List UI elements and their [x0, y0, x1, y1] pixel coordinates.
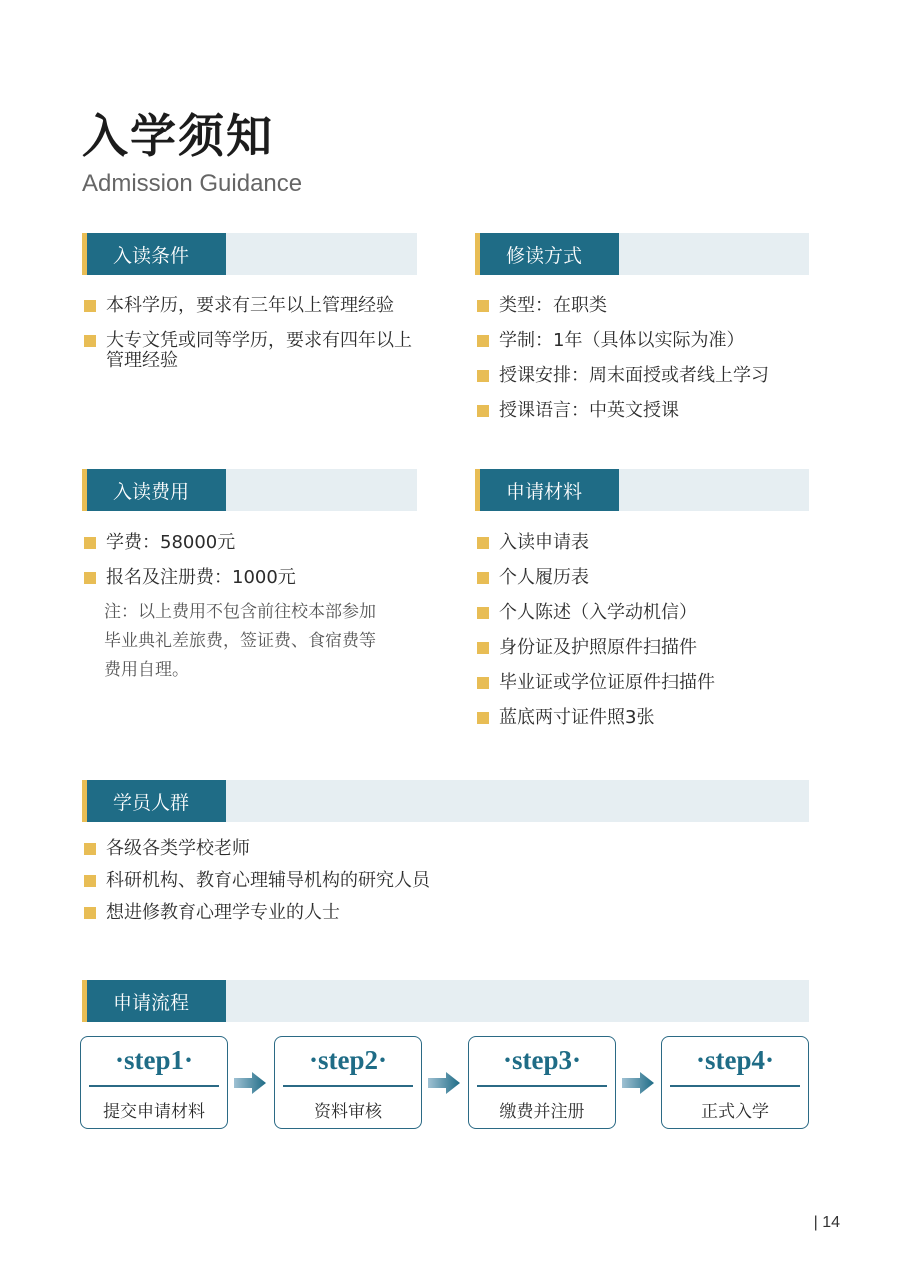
list-item: 授课安排：周末面授或者线上学习 [475, 363, 809, 389]
list-item-continuation: 管理经验 [106, 350, 178, 371]
section-title-fees: 入读费用 [82, 469, 226, 511]
section-title-audience: 学员人群 [82, 780, 226, 822]
section-title-study-mode: 修读方式 [475, 233, 619, 275]
list-item: 大专文凭或同等学历，要求有四年以上 [82, 328, 432, 354]
note-line: 毕业典礼差旅费，签证费、食宿费等 [104, 631, 376, 651]
divider [283, 1085, 413, 1087]
fees-list [82, 530, 417, 600]
list-item: 蓝底两寸证件照3张 [475, 705, 809, 731]
list-item: 类型：在职类 [475, 293, 809, 319]
step-label: 提交申请材料 [103, 1102, 205, 1122]
page-title: 入学须知 [82, 109, 274, 163]
page-subtitle: Admission Guidance [82, 170, 303, 197]
list-item: 想进修教育心理学专业的人士 [82, 900, 682, 926]
study-mode-list [475, 293, 809, 433]
audience-list [82, 836, 682, 932]
divider [477, 1085, 607, 1087]
step-label: 缴费并注册 [499, 1102, 585, 1122]
list-item: 身份证及护照原件扫描件 [475, 635, 809, 661]
section-title-materials: 申请材料 [475, 469, 619, 511]
step-card-4 [661, 1036, 809, 1129]
step-number: ·step1· [114, 1045, 193, 1075]
list-item: 各级各类学校老师 [82, 836, 682, 862]
list-item: 个人履历表 [475, 565, 809, 591]
list-item: 报名及注册费：1000元 [82, 565, 417, 591]
section-bar-materials [475, 469, 809, 511]
page-number: | 14 [813, 1214, 840, 1231]
list-item: 入读申请表 [475, 530, 809, 556]
step-number: ·step2· [308, 1045, 387, 1075]
list-item: 授课语言：中英文授课 [475, 398, 809, 424]
list-item: 科研机构、教育心理辅导机构的研究人员 [82, 868, 682, 894]
note-line: 费用自理。 [104, 660, 189, 680]
section-bar-audience [82, 780, 809, 822]
fees-note [104, 598, 424, 685]
step-card-2 [274, 1036, 422, 1129]
step-number: ·step3· [502, 1045, 581, 1075]
list-item: 毕业证或学位证原件扫描件 [475, 670, 809, 696]
step-label: 资料审核 [314, 1102, 382, 1122]
list-item: 本科学历，要求有三年以上管理经验 [82, 293, 432, 319]
divider [670, 1085, 800, 1087]
step-number: ·step4· [695, 1045, 774, 1075]
section-bar-conditions [82, 233, 417, 275]
divider [89, 1085, 219, 1087]
arrow-right-icon [622, 1072, 654, 1094]
arrow-right-icon [428, 1072, 460, 1094]
step-card-1 [80, 1036, 228, 1129]
arrow-right-icon [234, 1072, 266, 1094]
list-item: 学费：58000元 [82, 530, 417, 556]
section-bar-fees [82, 469, 417, 511]
step-label: 正式入学 [701, 1102, 769, 1122]
section-title-conditions: 入读条件 [82, 233, 226, 275]
step-card-3 [468, 1036, 616, 1129]
list-item: 个人陈述（入学动机信） [475, 600, 809, 626]
materials-list [475, 530, 809, 740]
note-line: 注：以上费用不包含前往校本部参加 [104, 602, 376, 622]
list-item: 学制：1年（具体以实际为准） [475, 328, 809, 354]
section-bar-study-mode [475, 233, 809, 275]
section-bar-process [82, 980, 809, 1022]
section-title-process: 申请流程 [82, 980, 226, 1022]
conditions-list [82, 293, 432, 383]
